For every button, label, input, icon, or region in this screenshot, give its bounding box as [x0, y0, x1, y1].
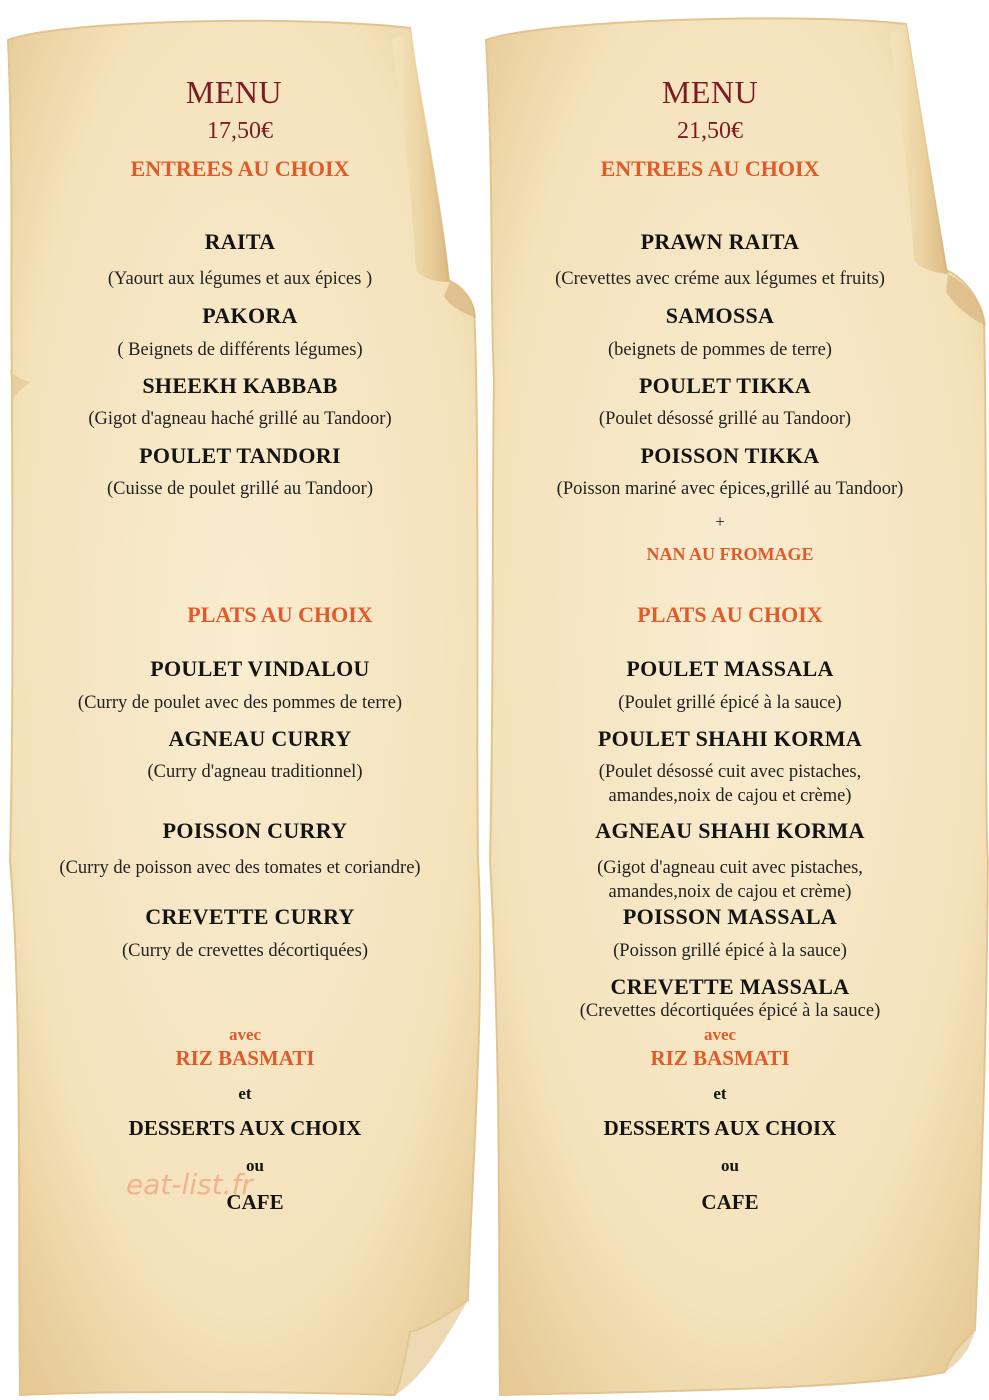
desserts-label: DESSERTS AUX CHOIX	[128, 1116, 362, 1140]
plus-sign: +	[715, 512, 725, 531]
avec-label: avec	[703, 1025, 737, 1044]
dish-name: PAKORA	[202, 303, 298, 328]
dish-description: (Curry de crevettes décortiquées)	[121, 941, 369, 961]
dish-description: (Crevettes avec créme aux légumes et fruits)	[555, 269, 885, 289]
cafe-label: CAFE	[226, 1190, 284, 1214]
starters-heading: ENTREES AU CHOIX	[600, 156, 820, 181]
dish-name: RAITA	[204, 229, 276, 254]
desserts-label: DESSERTS AUX CHOIX	[603, 1116, 837, 1140]
dish-name: AGNEAU SHAHI KORMA	[595, 818, 865, 843]
dish-description: (Poisson mariné avec épices,grillé au Tandoor)	[556, 479, 904, 499]
dish-name: SHEEKH KABBAB	[142, 373, 338, 398]
dish-name: CREVETTE CURRY	[145, 904, 355, 929]
dish-description: (Cuisse de poulet grillé au Tandoor)	[106, 479, 374, 499]
menu-price: 21,50€	[677, 118, 743, 144]
cafe-label: CAFE	[701, 1190, 759, 1214]
dish-description: (Yaourt aux légumes et aux épices )	[107, 269, 373, 289]
dish-description: (Curry de poisson avec des tomates et coriandre)	[59, 858, 421, 878]
menu-price: 17,50€	[207, 118, 273, 144]
et-label: et	[238, 1084, 252, 1103]
avec-label: avec	[228, 1025, 262, 1044]
dish-description: (Gigot d'agneau cuit avec pistaches,	[597, 858, 863, 878]
dish-name: POULET TIKKA	[638, 373, 812, 398]
dish-name: POISSON CURRY	[162, 818, 348, 843]
dish-description: (Poulet grillé épicé à la sauce)	[618, 693, 842, 713]
dish-description: ( Beignets de différents légumes)	[117, 340, 363, 360]
dish-description: (Gigot d'agneau haché grillé au Tandoor)	[88, 409, 392, 429]
mains-heading: PLATS AU CHOIX	[637, 602, 823, 627]
dish-name: POULET SHAHI KORMA	[597, 726, 863, 751]
rice-label: RIZ BASMATI	[175, 1046, 315, 1070]
dish-name: POISSON MASSALA	[622, 904, 838, 929]
dish-description: (beignets de pommes de terre)	[608, 340, 832, 360]
dish-description: (Poulet désossé cuit avec pistaches,	[598, 762, 862, 782]
bonus-item: NAN AU FROMAGE	[646, 544, 814, 564]
menu-title: MENU	[185, 74, 283, 110]
et-label: et	[713, 1084, 727, 1103]
starters-heading: ENTREES AU CHOIX	[130, 156, 350, 181]
dish-description: (Poulet désossé grillé au Tandoor)	[598, 409, 852, 429]
watermark: eat-list.fr	[126, 1168, 253, 1201]
dish-name: POULET TANDORI	[139, 443, 341, 468]
dish-name: CREVETTE MASSALA	[610, 974, 850, 999]
rice-label: RIZ BASMATI	[650, 1046, 790, 1070]
dish-name: POISSON TIKKA	[640, 443, 820, 468]
dish-description: amandes,noix de cajou et crème)	[608, 786, 852, 806]
menu-left	[60, 0, 480, 1400]
menu-right	[540, 0, 960, 1400]
dish-name: AGNEAU CURRY	[168, 726, 352, 751]
dish-description: (Curry de poulet avec des pommes de terre)	[77, 693, 403, 713]
ou-label: ou	[246, 1156, 264, 1175]
dish-description: amandes,noix de cajou et crème)	[608, 882, 852, 902]
mains-heading: PLATS AU CHOIX	[187, 602, 373, 627]
dish-name: POULET VINDALOU	[150, 656, 370, 681]
dish-name: PRAWN RAITA	[640, 229, 800, 254]
dish-description: (Poisson grillé épicé à la sauce)	[613, 941, 847, 961]
dish-name: POULET MASSALA	[626, 656, 834, 681]
menu-title: MENU	[661, 74, 759, 110]
dish-description: (Curry d'agneau traditionnel)	[147, 762, 363, 782]
ou-label: ou	[721, 1156, 739, 1175]
dish-name: SAMOSSA	[665, 303, 775, 328]
dish-description: (Crevettes décortiquées épicé à la sauce)	[579, 1001, 881, 1021]
